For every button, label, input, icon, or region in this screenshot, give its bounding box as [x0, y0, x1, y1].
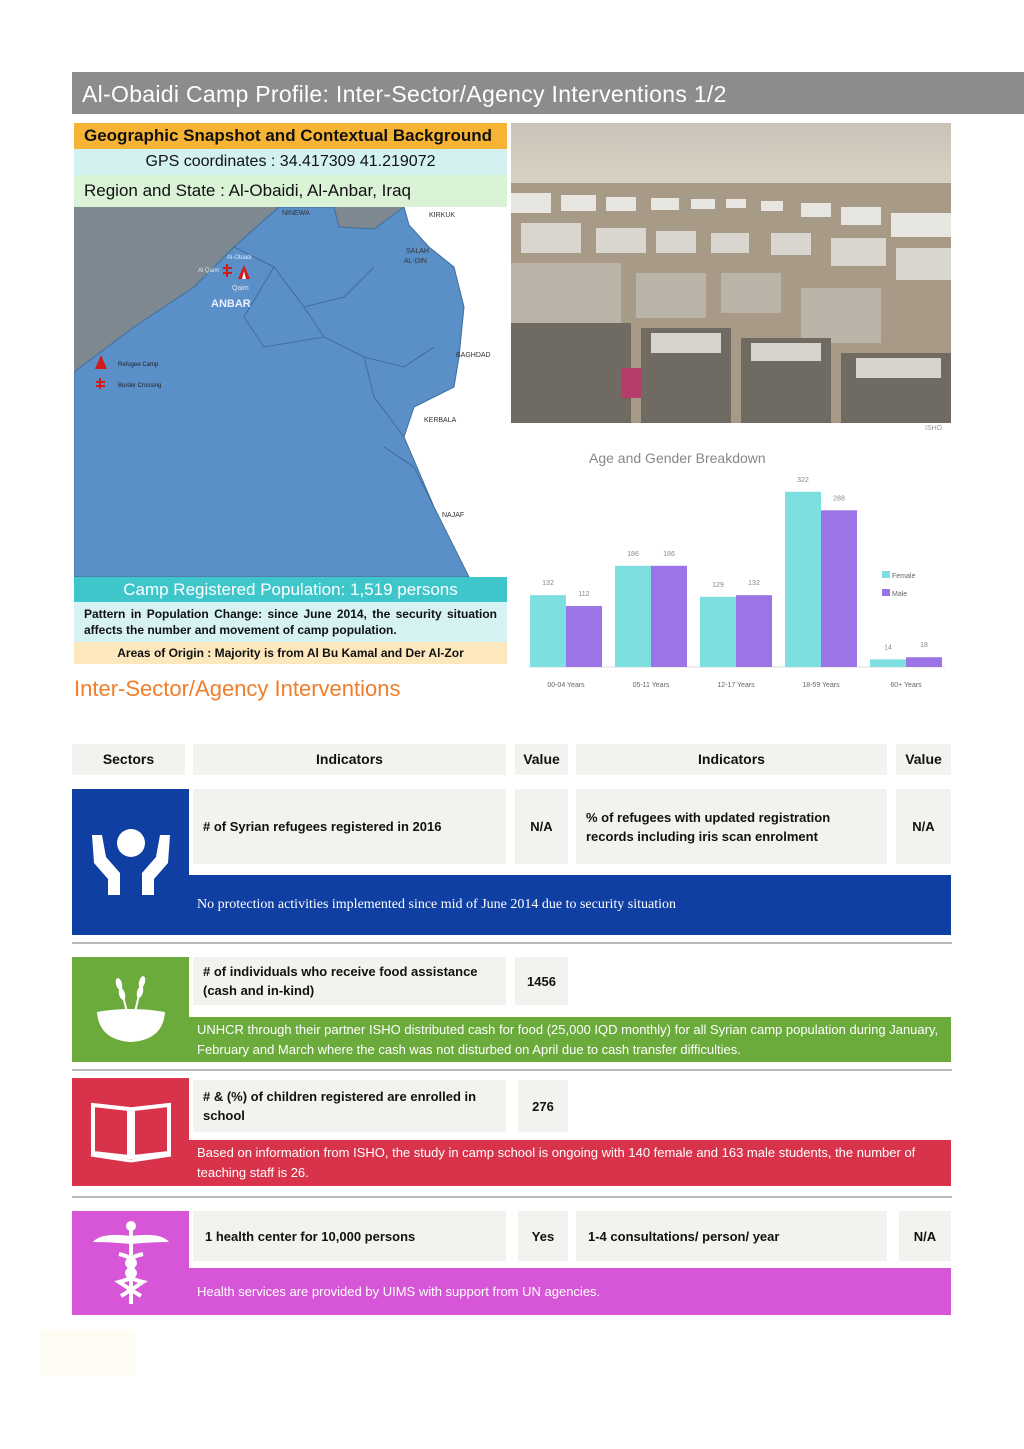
header-sectors: Sectors	[72, 744, 185, 775]
footer-block	[40, 1330, 135, 1375]
protection-indicator-2: % of refugees with updated registration records including iris scan enrolment	[576, 789, 887, 864]
tick-label-4: 60+ Years	[890, 682, 922, 689]
data-label-male-4: 18	[920, 642, 928, 650]
health-value-2: N/A	[899, 1211, 951, 1261]
map-label-alqaim: Al Qaim	[198, 268, 220, 274]
legend-label-female: Female	[892, 573, 916, 580]
location-map	[74, 207, 507, 577]
bar-female-3	[785, 492, 821, 667]
health-sector	[72, 1211, 189, 1315]
areas-of-origin: Areas of Origin : Majority is from Al Bu Kamal and Der Al-Zor	[74, 642, 507, 664]
legend-border-crossing: Border Crossing	[118, 383, 162, 389]
bar-female-0	[530, 595, 566, 667]
protection-value-2: N/A	[896, 789, 951, 864]
map-label-kirkuk: KIRKUK	[429, 212, 456, 219]
food-sector	[72, 957, 189, 1062]
row-separator	[72, 942, 952, 944]
bar-male-3	[821, 510, 857, 667]
legend-refugee-camp: Refugee Camp	[118, 362, 159, 368]
row-separator	[72, 1069, 952, 1071]
header-indicators-2: Indicators	[576, 744, 887, 775]
caduceus-icon	[91, 1218, 171, 1308]
tick-label-1: 05-11 Years	[632, 682, 670, 689]
data-label-male-1: 186	[663, 550, 675, 558]
population-pattern: Pattern in Population Change: since June 2014, the security situation affects the number and movement of camp population.	[74, 602, 507, 642]
data-label-female-0: 132	[542, 580, 554, 588]
map-label-aldin: AL-DIN	[404, 258, 427, 265]
region-state: Region and State : Al-Obaidi, Al-Anbar, Iraq	[74, 175, 507, 207]
page-title: Al-Obaidi Camp Profile: Inter-Sector/Agency Interventions 1/2	[72, 72, 1024, 114]
camp-photo	[511, 123, 951, 423]
data-label-female-3: 322	[797, 476, 809, 484]
food-value-1: 1456	[515, 957, 568, 1005]
snapshot-heading: Geographic Snapshot and Contextual Background	[74, 123, 507, 149]
food-note: UNHCR through their partner ISHO distributed cash for food (25,000 IQD monthly) for all Syrian camp population during January, February and March where the cash was not disturbed on April due to cash transfer difficulties.	[189, 1017, 951, 1062]
legend-label-male: Male	[892, 591, 908, 598]
health-indicator-1: 1 health center for 10,000 persons	[193, 1211, 506, 1261]
book-icon	[89, 1099, 173, 1165]
registered-population: Camp Registered Population: 1,519 persons	[74, 577, 507, 602]
map-label-salah: SALAH	[406, 248, 429, 255]
tick-label-0: 00-04 Years	[547, 682, 585, 689]
legend-swatch-female	[882, 571, 890, 578]
education-indicator-1: # & (%) of children registered are enrolled in school	[193, 1080, 506, 1132]
bar-male-4	[906, 657, 942, 667]
map-label-alobaidi: Al-Obaidi	[227, 255, 252, 261]
protection-note: No protection activities implemented since mid of June 2014 due to security situation	[189, 875, 951, 935]
map-label-baghdad: BAGHDAD	[456, 352, 491, 359]
header-indicators-1: Indicators	[193, 744, 506, 775]
data-label-female-1: 186	[627, 550, 639, 558]
photo-credit: ISHO	[925, 425, 943, 432]
legend-swatch-male	[882, 589, 890, 596]
map-label-anbar: ANBAR	[211, 298, 251, 310]
data-label-male-2: 132	[748, 580, 760, 588]
row-separator	[72, 1196, 952, 1198]
bar-male-0	[566, 606, 602, 667]
map-graphic	[74, 207, 507, 577]
chart-title: Age and Gender Breakdown	[589, 450, 766, 466]
map-label-qaim: Qaim	[232, 285, 249, 292]
age-gender-chart	[520, 465, 950, 695]
bar-female-4	[870, 659, 906, 667]
header-value-1: Value	[515, 744, 568, 775]
health-note: Health services are provided by UIMS with support from UN agencies.	[189, 1268, 951, 1315]
health-value-1: Yes	[518, 1211, 568, 1261]
education-sector	[72, 1078, 189, 1186]
education-value-1: 276	[518, 1080, 568, 1132]
data-label-male-3: 288	[833, 495, 845, 503]
education-note: Based on information from ISHO, the study in camp school is ongoing with 140 female and 163 male students, the number of teaching staff is 26.	[189, 1140, 951, 1186]
tick-label-2: 12-17 Years	[717, 682, 755, 689]
bar-male-1	[651, 566, 687, 667]
food-indicator-1: # of individuals who receive food assistance (cash and in-kind)	[193, 957, 506, 1005]
health-indicator-2: 1-4 consultations/ person/ year	[576, 1211, 887, 1261]
protection-indicator-1: # of Syrian refugees registered in 2016	[193, 789, 506, 864]
wheat-bowl-icon	[91, 970, 171, 1050]
protection-sector	[72, 789, 189, 935]
map-label-najaf: NAJAF	[442, 512, 465, 519]
tick-label-3: 18-59 Years	[802, 682, 840, 689]
data-label-female-2: 129	[712, 581, 724, 589]
bar-female-2	[700, 597, 736, 667]
hands-icon	[86, 817, 176, 907]
map-label-kerbala: KERBALA	[424, 417, 457, 424]
data-label-male-0: 112	[578, 591, 590, 599]
map-label-ninewa: NINEWA	[282, 210, 310, 217]
bar-female-1	[615, 566, 651, 667]
data-label-female-4: 14	[884, 644, 892, 652]
bar-male-2	[736, 595, 772, 667]
gps-coordinates: GPS coordinates : 34.417309 41.219072	[74, 149, 507, 175]
protection-value-1: N/A	[515, 789, 568, 864]
header-value-2: Value	[896, 744, 951, 775]
interventions-title: Inter-Sector/Agency Interventions	[74, 676, 401, 701]
